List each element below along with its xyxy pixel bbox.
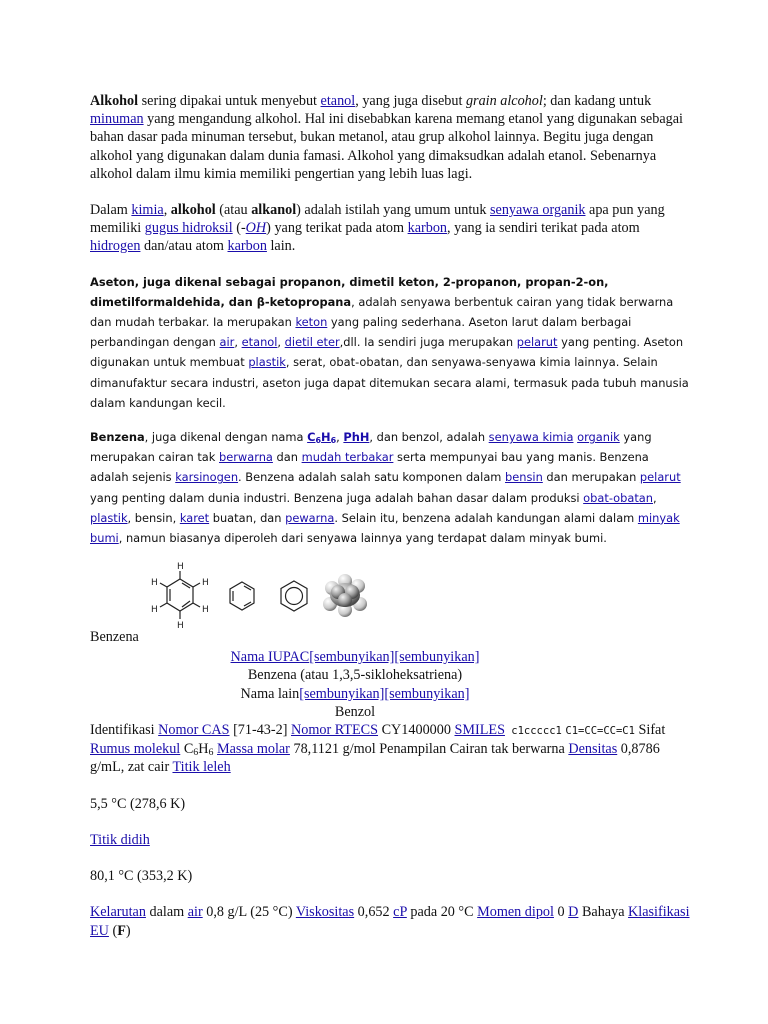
- text: Nama lain: [240, 685, 300, 702]
- toggle-hide-link[interactable]: [sembunyikan]: [394, 649, 480, 666]
- link-berwarna[interactable]: berwarna: [219, 450, 273, 465]
- link-organik[interactable]: organik: [577, 430, 620, 445]
- text: yang merupakan cairan tak: [90, 430, 652, 465]
- hazard-symbol-f: F: [117, 922, 126, 939]
- text: ) yang terikat pada atom: [266, 220, 408, 237]
- link-kimia[interactable]: kimia: [131, 202, 164, 219]
- text: C: [307, 430, 316, 445]
- link-debye[interactable]: D: [568, 904, 579, 921]
- text: buatan, dan: [209, 510, 286, 525]
- text: CY1400000: [378, 722, 455, 739]
- infobox-names: [90, 648, 620, 721]
- document-page: [90, 92, 690, 940]
- link-massa-molar[interactable]: Massa molar: [217, 741, 290, 758]
- link-momen-dipol[interactable]: Momen dipol: [477, 904, 554, 921]
- text: dalam: [145, 904, 188, 921]
- benzene-kekule-structure: [160, 571, 200, 619]
- term-grain-alcohol: grain alcohol: [465, 93, 543, 109]
- link-phh[interactable]: PhH: [343, 430, 370, 445]
- text: ,: [652, 490, 657, 505]
- link-obat-obatan[interactable]: obat-obatan: [583, 490, 653, 505]
- link-keton[interactable]: keton: [295, 315, 328, 330]
- text: Dalam: [90, 202, 132, 219]
- text: ,: [277, 335, 285, 350]
- text: C: [180, 741, 194, 758]
- paragraph-benzena: [90, 427, 690, 548]
- text: 6: [208, 747, 214, 759]
- link-etanol[interactable]: etanol: [241, 335, 278, 350]
- text: ,: [234, 335, 242, 350]
- term-alkohol: alkohol: [170, 202, 216, 219]
- text: . Benzena adalah salah satu komponen dalam: [238, 470, 506, 485]
- text: (: [108, 922, 118, 939]
- text: 0,8786 g/mL, zat cair: [90, 741, 660, 776]
- text: , yang ia sendiri terikat pada atom: [447, 220, 640, 237]
- term-alkanol: alkanol: [251, 202, 297, 219]
- text: apa pun yang memiliki: [90, 202, 665, 237]
- paragraph-aseton: [90, 272, 690, 413]
- text: 6: [315, 436, 322, 446]
- term-alkohol: Alkohol: [90, 93, 139, 109]
- link-nomor-cas[interactable]: Nomor CAS: [158, 722, 230, 739]
- link-karbon[interactable]: karbon: [407, 220, 448, 237]
- text: yang penting. Aseton digunakan untuk membuat: [90, 335, 684, 370]
- link-hidrogen[interactable]: hidrogen: [90, 238, 141, 255]
- text: dan merupakan: [542, 470, 640, 485]
- link-senyawa-kimia[interactable]: senyawa kimia: [488, 430, 574, 445]
- link-nama-iupac[interactable]: Nama IUPAC: [230, 649, 310, 666]
- link-pelarut[interactable]: pelarut: [639, 470, 681, 485]
- text: ): [125, 922, 131, 939]
- boiling-point-value: 80,1 °C (353,2 K): [90, 868, 193, 885]
- link-etanol[interactable]: etanol: [320, 93, 356, 109]
- text: 0,652: [354, 904, 394, 921]
- link-minuman[interactable]: minuman: [90, 111, 144, 128]
- text: yang mengandung alkohol. Hal ini disebabkan karena memang etanol yang digunakan sebagai bahan dasar pada minuman tersebut, bukan metanol, atau grup alkohol lainnya. Begitu juga dengan alkohol yang digunakan dalam dunia famasi. Alkohol yang dimaksudkan adalah etanol. Sebenarnya alkohol dalam ilmu kimia memiliki pengertian yang lebih luas lagi.: [90, 111, 683, 182]
- smiles-value: C1=CC=CC=C1: [565, 725, 635, 738]
- iupac-name-value: Benzena (atau 1,3,5-sikloheksatriena): [247, 667, 463, 684]
- text: , dan benzol, adalah: [369, 430, 489, 445]
- link-plastik[interactable]: plastik: [248, 355, 286, 370]
- text: Sifat: [634, 722, 666, 739]
- benzene-structures-image: [146, 560, 476, 640]
- text: , yang juga disebut: [355, 93, 466, 109]
- text: ; dan kadang untuk: [542, 93, 652, 109]
- atom-h: H: [151, 605, 158, 616]
- boiling-point-row: [90, 831, 690, 849]
- link-mudah-terbakar[interactable]: mudah terbakar: [301, 450, 394, 465]
- text: 6: [330, 436, 337, 446]
- atom-h: H: [202, 578, 209, 589]
- paragraph-properties: [90, 721, 690, 777]
- text: yang paling sederhana. Aseton larut dalam berbagai perbandingan dengan: [90, 315, 632, 350]
- text: sering dipakai untuk menyebut: [138, 93, 321, 109]
- link-plastik[interactable]: plastik: [90, 510, 128, 525]
- link-karbon-2[interactable]: karbon: [227, 238, 267, 255]
- link-senyawa-organik[interactable]: senyawa organik: [490, 202, 586, 219]
- text: 0: [553, 904, 569, 921]
- text: ,: [163, 202, 171, 219]
- text: yang penting dalam dunia industri. Benzena juga adalah bahan dasar dalam produksi: [90, 490, 584, 505]
- atom-h: H: [177, 621, 184, 632]
- text: ) adalah istilah yang umum untuk: [296, 202, 490, 219]
- figure-caption: Benzena: [90, 629, 139, 646]
- benzene-space-filling-model: [323, 574, 367, 617]
- text: (atau: [215, 202, 252, 219]
- link-viskositas[interactable]: Viskositas: [295, 904, 355, 921]
- text: H: [321, 430, 331, 445]
- text: , bensin,: [127, 510, 180, 525]
- text: 78,1121 g/mol Penampilan Cairan tak berwarna: [289, 741, 569, 758]
- text: Bahaya: [578, 904, 629, 921]
- paragraph-alkohol-intro: [90, 92, 690, 183]
- text: [71-43-2]: [229, 722, 291, 739]
- link-dietil-eter[interactable]: dietil eter: [284, 335, 340, 350]
- link-klasifikasi-eu[interactable]: Klasifikasi EU: [90, 904, 690, 939]
- link-air[interactable]: air: [187, 904, 203, 921]
- link-karsinogen[interactable]: karsinogen: [175, 470, 239, 485]
- link-oh[interactable]: OH: [245, 220, 267, 237]
- melting-point-value: 5,5 °C (278,6 K): [90, 795, 186, 812]
- text: . Selain itu, benzena adalah kandungan alami dalam: [334, 510, 638, 525]
- link-titik-leleh[interactable]: Titik leleh: [172, 759, 231, 776]
- link-air[interactable]: air: [219, 335, 235, 350]
- benzene-skeletal-structure: [230, 582, 254, 610]
- text: serta mempunyai bau yang manis. Benzena adalah sejenis: [90, 450, 649, 485]
- link-kelarutan[interactable]: Kelarutan: [90, 904, 146, 921]
- text: H: [198, 741, 209, 758]
- text: ,: [336, 430, 344, 445]
- link-c6h6[interactable]: [307, 430, 336, 444]
- paragraph-more-properties: [90, 903, 690, 939]
- text: (-: [232, 220, 246, 237]
- link-karet[interactable]: karet: [179, 510, 210, 525]
- link-minyak-bumi[interactable]: minyak bumi: [90, 510, 680, 546]
- link-densitas[interactable]: Densitas: [568, 741, 618, 758]
- link-pewarna[interactable]: pewarna: [285, 510, 335, 525]
- link-pelarut[interactable]: pelarut: [516, 335, 558, 350]
- toggle-hide-link[interactable]: [sembunyikan]: [299, 685, 385, 702]
- toggle-hide-link[interactable]: [sembunyikan]: [309, 649, 395, 666]
- text: ,dll. Ia sendiri juga merupakan: [339, 335, 517, 350]
- link-bensin[interactable]: bensin: [505, 470, 543, 485]
- text: 6: [193, 747, 199, 759]
- toggle-hide-link[interactable]: [sembunyikan]: [384, 685, 470, 702]
- text: , juga dikenal dengan nama: [144, 430, 308, 445]
- text: , serat, obat-obatan, dan senyawa-senyawa kimia lainnya. Selain dimanufaktur secara industri, aseton juga dapat ditemukan secara alami, termasuk pada tubuh manusia dalam kandungan kecil.: [90, 355, 689, 410]
- text: , adalah senyawa berbentuk cairan yang tidak berwarna dan mudah terbakar. Ia merupakan: [90, 294, 674, 330]
- link-smiles[interactable]: SMILES: [454, 722, 505, 739]
- atom-h: H: [202, 605, 209, 616]
- text: 0,8 g/L (25 °C): [202, 904, 296, 921]
- text: Identifikasi: [90, 722, 159, 739]
- text: lain.: [266, 238, 296, 255]
- link-cp[interactable]: cP: [393, 904, 407, 921]
- smiles-value: c1ccccc1: [504, 725, 562, 738]
- text: dan/atau atom: [140, 238, 228, 255]
- paragraph-alkohol-definition: [90, 201, 690, 256]
- iupac-name-row: [90, 648, 620, 666]
- benzene-aromatic-ring: [281, 581, 307, 611]
- benzene-structure-figure: [90, 560, 690, 648]
- atom-h: H: [151, 578, 158, 589]
- link-titik-didih[interactable]: Titik didih: [90, 831, 150, 848]
- link-gugus-hidroksil[interactable]: gugus hidroksil: [144, 220, 233, 237]
- text: , namun biasanya diperoleh dari senyawa lainnya yang terdapat dalam minyak bumi.: [118, 531, 607, 546]
- text: dan: [272, 450, 302, 465]
- link-nomor-rtecs[interactable]: Nomor RTECS: [290, 722, 379, 739]
- term-benzena: Benzena: [90, 430, 145, 445]
- link-rumus-molekul[interactable]: Rumus molekul: [90, 741, 181, 758]
- term-aseton: Aseton, juga dikenal sebagai propanon, dimetil keton, 2-propanon, propan-2-on, dimetilformaldehida, dan β-ketopropana: [90, 274, 609, 309]
- atom-h: H: [177, 562, 184, 573]
- text: pada 20 °C: [406, 904, 478, 921]
- other-name-value: Benzol: [334, 703, 376, 720]
- other-name-row: [90, 685, 620, 703]
